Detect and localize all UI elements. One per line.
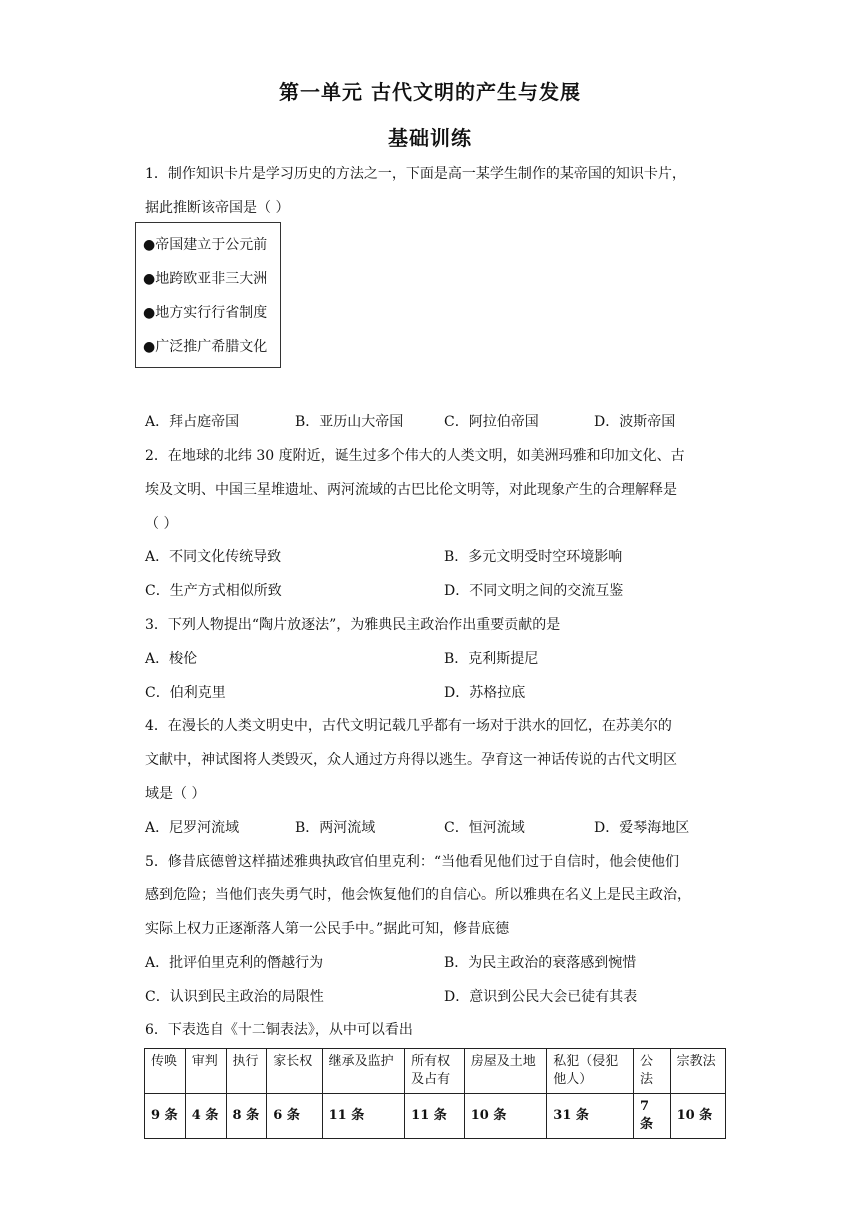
q4-option-c[interactable]: C．恒河流域 <box>444 820 525 836</box>
q1-option-c[interactable]: C．阿拉伯帝国 <box>444 414 539 430</box>
table-header-cell: 宗教法 <box>670 1049 725 1094</box>
table-header-cell: 房屋及土地 <box>464 1049 547 1094</box>
q2-option-c[interactable]: C．生产方式相似所致 <box>145 583 282 599</box>
table-cell: 9 条 <box>145 1094 186 1139</box>
table-cell: 7 条 <box>634 1094 671 1139</box>
section-subtitle: 基础训练 <box>388 126 472 150</box>
table-cell: 4 条 <box>185 1094 226 1139</box>
q2-stem-line-3: （ ） <box>145 516 178 532</box>
q6-stem-line-1: 6．下表选自《十二铜表法》，从中可以看出 <box>145 1022 413 1038</box>
q4-option-a[interactable]: A．尼罗河流域 <box>145 820 240 836</box>
card-item: ●地跨欧亚非三大洲 <box>143 271 268 287</box>
q5-option-b[interactable]: B．为民主政治的衰落感到惋惜 <box>444 955 637 971</box>
q2-stem-line-2: 埃及文明、中国三星堆遗址、两河流域的古巴比伦文明等，对此现象产生的合理解释是 <box>145 482 677 498</box>
table-header-cell: 私犯（侵犯他人） <box>547 1049 634 1094</box>
q1-stem-line-2: 据此推断该帝国是（ ） <box>145 200 290 216</box>
q3-option-b[interactable]: B．克利斯提尼 <box>444 651 539 667</box>
table-header-cell: 传唤 <box>145 1049 186 1094</box>
knowledge-card <box>135 222 281 368</box>
table-cell: 11 条 <box>322 1094 405 1139</box>
q3-stem-line-1: 3．下列人物提出“陶片放逐法”，为雅典民主政治作出重要贡献的是 <box>145 617 561 633</box>
card-item: ●帝国建立于公元前 <box>143 237 268 253</box>
table-header-cell: 审判 <box>185 1049 226 1094</box>
q3-option-c[interactable]: C．伯利克里 <box>145 685 226 701</box>
q5-option-c[interactable]: C．认识到民主政治的局限性 <box>145 989 324 1005</box>
twelve-tables-table <box>144 1048 726 1139</box>
q5-option-a[interactable]: A．批评伯里克利的僭越行为 <box>145 955 324 971</box>
q5-stem-line-2: 感到危险；当他们丧失勇气时，他会恢复他们的自信心。所以雅典在名义上是民主政治， <box>145 887 691 903</box>
q5-option-d[interactable]: D．意识到公民大会已徒有其表 <box>444 989 638 1005</box>
table-cell: 8 条 <box>226 1094 267 1139</box>
table-row <box>145 1094 726 1139</box>
q1-stem-line-1: 1．制作知识卡片是学习历史的方法之一，下面是高一某学生制作的某帝国的知识卡片， <box>145 166 686 182</box>
q2-stem-line-1: 2．在地球的北纬 30 度附近，诞生过多个伟大的人类文明，如美洲玛雅和印加文化、古 <box>145 448 685 464</box>
table-cell: 11 条 <box>405 1094 465 1139</box>
table-header-cell: 家长权 <box>267 1049 322 1094</box>
table-header-cell: 执行 <box>226 1049 267 1094</box>
q4-stem-line-2: 文献中，神试图将人类毁灭，众人通过方舟得以逃生。孕育这一神话传说的古代文明区 <box>145 752 677 768</box>
q4-option-b[interactable]: B．两河流域 <box>295 820 376 836</box>
q5-stem-line-1: 5．修昔底德曾这样描述雅典执政官伯里克利：“当他看见他们过于自信时，他会使他们 <box>145 854 680 870</box>
table-header-cell: 所有权及占有 <box>405 1049 465 1094</box>
table-cell: 10 条 <box>464 1094 547 1139</box>
q2-option-d[interactable]: D．不同文明之间的交流互鉴 <box>444 583 624 599</box>
q1-option-a[interactable]: A．拜占庭帝国 <box>145 414 240 430</box>
q4-stem-line-1: 4．在漫长的人类文明史中，古代文明记载几乎都有一场对于洪水的回忆，在苏美尔的 <box>145 718 672 734</box>
table-cell: 10 条 <box>670 1094 725 1139</box>
unit-title: 第一单元 古代文明的产生与发展 <box>279 80 581 104</box>
q3-option-a[interactable]: A．梭伦 <box>145 651 198 667</box>
q5-stem-line-3: 实际上权力正逐渐落人第一公民手中。”据此可知，修昔底德 <box>145 921 510 937</box>
table-cell: 6 条 <box>267 1094 322 1139</box>
q1-option-b[interactable]: B．亚历山大帝国 <box>295 414 404 430</box>
q3-option-d[interactable]: D．苏格拉底 <box>444 685 526 701</box>
table-cell: 31 条 <box>547 1094 634 1139</box>
q4-option-d[interactable]: D．爱琴海地区 <box>594 820 690 836</box>
q1-option-d[interactable]: D．波斯帝国 <box>594 414 676 430</box>
q2-option-a[interactable]: A．不同文化传统导致 <box>145 549 282 565</box>
card-item: ●地方实行行省制度 <box>143 305 268 321</box>
q4-stem-line-3: 域是（ ） <box>145 786 206 802</box>
card-item: ●广泛推广希腊文化 <box>143 339 268 355</box>
table-header-row <box>145 1049 726 1094</box>
q2-option-b[interactable]: B．多元文明受时空环境影响 <box>444 549 623 565</box>
table-header-cell: 公法 <box>634 1049 671 1094</box>
table-header-cell: 继承及监护 <box>322 1049 405 1094</box>
